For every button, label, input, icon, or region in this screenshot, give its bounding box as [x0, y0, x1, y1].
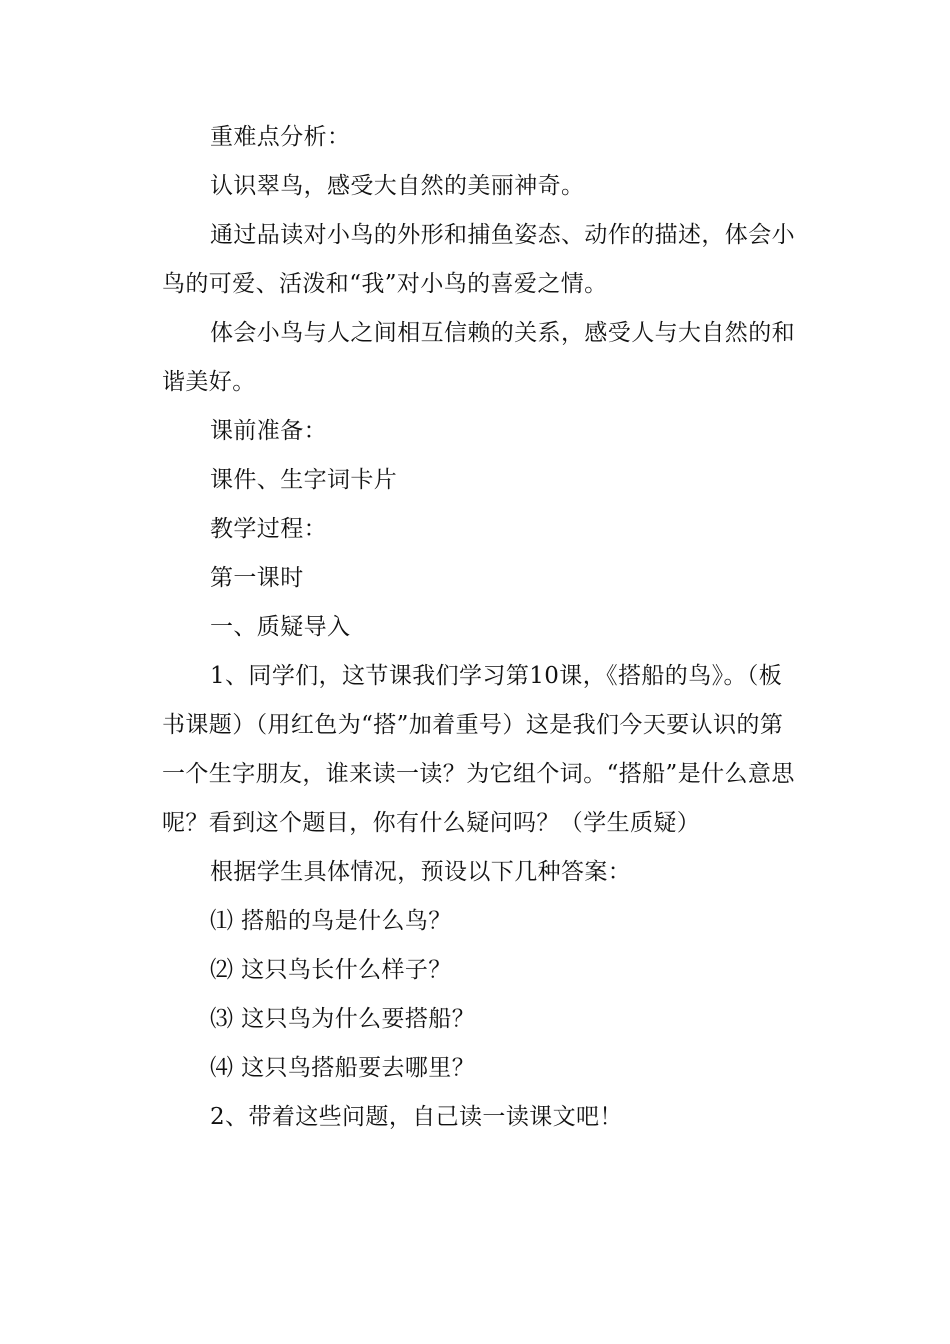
list-item-question-2: ⑵ 这只鸟长什么样子？: [210, 957, 452, 983]
section-heading-preparation: 课前准备：: [210, 418, 327, 444]
list-item-question-1: ⑴ 搭船的鸟是什么鸟？: [210, 908, 452, 934]
paragraph-expected-answers: 根据学生具体情况，预设以下几种答案：: [210, 859, 632, 885]
list-item-question-4: ⑷ 这只鸟搭船要去哪里？: [210, 1055, 476, 1081]
list-item-question-3: ⑶ 这只鸟为什么要搭船？: [210, 1006, 476, 1032]
document-body: [162, 113, 802, 1142]
paragraph-goal-1: 认识翠鸟，感受大自然的美丽神奇。: [210, 173, 585, 199]
section-heading-first-lesson: 第一课时: [210, 565, 304, 591]
paragraph-goal-2: 通过品读对小鸟的外形和捕鱼姿态、动作的描述，体会小鸟的可爱、活泼和“我”对小鸟的喜爱之情。: [162, 222, 795, 297]
section-heading-key-points: 重难点分析：: [210, 124, 351, 150]
paragraph-materials: 课件、生字词卡片: [210, 467, 398, 493]
paragraph-step-1: 1、同学们，这节课我们学习第10课，《搭船的鸟》。（板书课题）（用红色为“搭”加着重号）这是我们今天要认识的第一个生字朋友，谁来读一读？为它组个词。“搭船”是什么意思呢？看到这个题目，你有什么疑问吗？（学生质疑）: [162, 663, 795, 836]
paragraph-step-2: 2、带着这些问题，自己读一读课文吧！: [210, 1104, 623, 1130]
paragraph-goal-3: 体会小鸟与人之间相互信赖的关系，感受人与大自然的和谐美好。: [162, 320, 795, 395]
section-heading-process: 教学过程：: [210, 516, 327, 542]
section-heading-introduction: 一、质疑导入: [210, 614, 351, 640]
